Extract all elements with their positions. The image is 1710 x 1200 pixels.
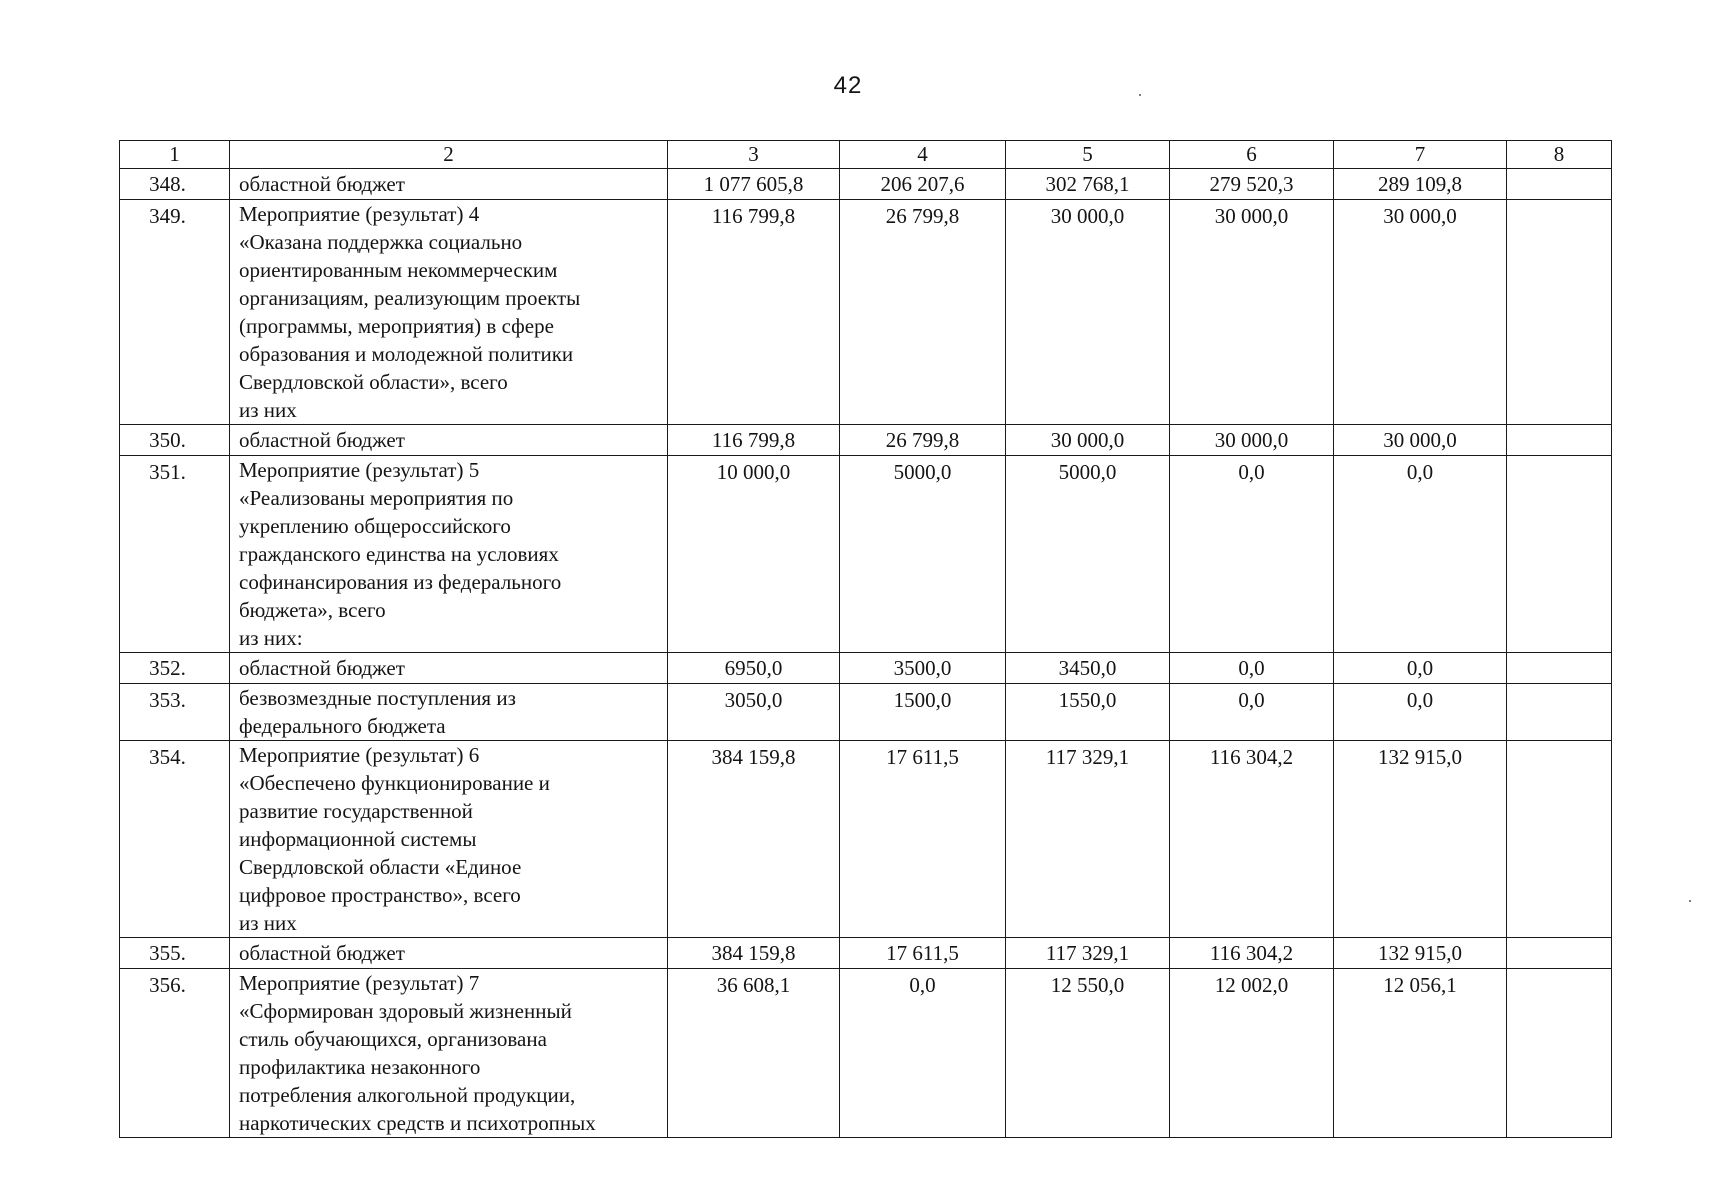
row-description	[230, 741, 668, 938]
value-cell: 116 304,2	[1170, 938, 1334, 969]
table-row	[120, 938, 1612, 969]
description-line: областной бюджет	[239, 428, 405, 452]
value-cell: 302 768,1	[1006, 169, 1170, 200]
column-header: 6	[1170, 141, 1334, 169]
value-cell	[1507, 653, 1612, 684]
value-cell: 206 207,6	[840, 169, 1006, 200]
value-cell: 12 056,1	[1334, 969, 1507, 1138]
description-line: организациям, реализующим проекты	[239, 286, 581, 310]
value-cell: 5000,0	[840, 456, 1006, 653]
description-line: укреплению общероссийского	[239, 514, 511, 538]
column-header: 5	[1006, 141, 1170, 169]
table-row	[120, 456, 1612, 653]
description-line: образования и молодежной политики	[239, 342, 574, 366]
table-row	[120, 653, 1612, 684]
table-row	[120, 741, 1612, 938]
description-line: «Сформирован здоровый жизненный	[239, 999, 572, 1023]
value-cell: 0,0	[1334, 653, 1507, 684]
description-line: профилактика незаконного	[239, 1055, 481, 1079]
value-cell: 384 159,8	[668, 741, 840, 938]
column-header: 8	[1507, 141, 1612, 169]
value-cell	[1507, 969, 1612, 1138]
description-line: цифровое пространство», всего	[239, 883, 521, 907]
row-description	[230, 969, 668, 1138]
description-line: из них:	[239, 626, 303, 650]
value-cell	[1507, 200, 1612, 425]
description-line: областной бюджет	[239, 656, 405, 680]
description-line: областной бюджет	[239, 941, 405, 965]
description-line: из них	[239, 398, 297, 422]
column-header: 3	[668, 141, 840, 169]
value-cell: 5000,0	[1006, 456, 1170, 653]
value-cell: 0,0	[1334, 456, 1507, 653]
scan-speck	[1139, 94, 1141, 96]
row-description	[230, 456, 668, 653]
budget-table	[119, 140, 1612, 1138]
column-header: 7	[1334, 141, 1507, 169]
description-line: безвозмездные поступления из	[239, 686, 516, 710]
description-line: Мероприятие (результат) 5	[239, 458, 480, 482]
value-cell: 17 611,5	[840, 741, 1006, 938]
value-cell: 30 000,0	[1006, 200, 1170, 425]
value-cell: 116 799,8	[668, 425, 840, 456]
value-cell: 3500,0	[840, 653, 1006, 684]
value-cell: 0,0	[1170, 456, 1334, 653]
value-cell: 30 000,0	[1334, 425, 1507, 456]
value-cell	[1507, 741, 1612, 938]
description-line: развитие государственной	[239, 799, 473, 823]
description-line: (программы, мероприятия) в сфере	[239, 314, 554, 338]
description-line: Мероприятие (результат) 7	[239, 971, 480, 995]
value-cell: 1550,0	[1006, 684, 1170, 741]
value-cell: 0,0	[1170, 684, 1334, 741]
description-line: стиль обучающихся, организована	[239, 1027, 547, 1051]
row-number: 355.	[120, 938, 230, 969]
value-cell: 0,0	[1170, 653, 1334, 684]
value-cell: 30 000,0	[1170, 200, 1334, 425]
value-cell: 36 608,1	[668, 969, 840, 1138]
table-row	[120, 169, 1612, 200]
row-description	[230, 169, 668, 200]
value-cell: 12 002,0	[1170, 969, 1334, 1138]
value-cell: 26 799,8	[840, 425, 1006, 456]
value-cell: 3050,0	[668, 684, 840, 741]
value-cell	[1507, 938, 1612, 969]
value-cell: 1 077 605,8	[668, 169, 840, 200]
value-cell	[1507, 456, 1612, 653]
value-cell: 0,0	[840, 969, 1006, 1138]
row-description	[230, 425, 668, 456]
table-row	[120, 200, 1612, 425]
table-row	[120, 684, 1612, 741]
description-line: наркотических средств и психотропных	[239, 1111, 596, 1135]
description-line: информационной системы	[239, 827, 477, 851]
column-header: 2	[230, 141, 668, 169]
row-number: 351.	[120, 456, 230, 653]
row-description	[230, 684, 668, 741]
description-line: «Реализованы мероприятия по	[239, 486, 514, 510]
row-number: 348.	[120, 169, 230, 200]
value-cell: 30 000,0	[1170, 425, 1334, 456]
table-row	[120, 425, 1612, 456]
value-cell: 279 520,3	[1170, 169, 1334, 200]
description-line: «Оказана поддержка социально	[239, 230, 523, 254]
value-cell	[1507, 425, 1612, 456]
value-cell: 3450,0	[1006, 653, 1170, 684]
value-cell: 117 329,1	[1006, 938, 1170, 969]
description-line: федерального бюджета	[239, 714, 446, 738]
description-line: потребления алкогольной продукции,	[239, 1083, 576, 1107]
description-line: Свердловской области «Единое	[239, 855, 522, 879]
row-description	[230, 653, 668, 684]
row-description	[230, 938, 668, 969]
description-line: гражданского единства на условиях	[239, 542, 559, 566]
column-number-row	[120, 141, 1612, 169]
row-description	[230, 200, 668, 425]
description-line: софинансирования из федерального	[239, 570, 562, 594]
value-cell: 384 159,8	[668, 938, 840, 969]
description-line: Мероприятие (результат) 6	[239, 743, 480, 767]
value-cell: 117 329,1	[1006, 741, 1170, 938]
value-cell: 6950,0	[668, 653, 840, 684]
value-cell: 116 304,2	[1170, 741, 1334, 938]
row-number: 353.	[120, 684, 230, 741]
description-line: бюджета», всего	[239, 598, 386, 622]
description-line: Свердловской области», всего	[239, 370, 508, 394]
row-number: 354.	[120, 741, 230, 938]
table-row	[120, 969, 1612, 1138]
value-cell: 1500,0	[840, 684, 1006, 741]
page-number: 42	[833, 72, 863, 99]
value-cell	[1507, 684, 1612, 741]
value-cell: 17 611,5	[840, 938, 1006, 969]
value-cell: 289 109,8	[1334, 169, 1507, 200]
value-cell: 116 799,8	[668, 200, 840, 425]
value-cell: 12 550,0	[1006, 969, 1170, 1138]
value-cell	[1507, 169, 1612, 200]
row-number: 352.	[120, 653, 230, 684]
column-header: 1	[120, 141, 230, 169]
description-line: из них	[239, 911, 297, 935]
value-cell: 30 000,0	[1334, 200, 1507, 425]
column-header: 4	[840, 141, 1006, 169]
row-number: 350.	[120, 425, 230, 456]
row-number: 356.	[120, 969, 230, 1138]
value-cell: 0,0	[1334, 684, 1507, 741]
description-line: областной бюджет	[239, 172, 405, 196]
value-cell: 30 000,0	[1006, 425, 1170, 456]
value-cell: 132 915,0	[1334, 741, 1507, 938]
value-cell: 10 000,0	[668, 456, 840, 653]
value-cell: 132 915,0	[1334, 938, 1507, 969]
description-line: «Обеспечено функционирование и	[239, 771, 550, 795]
row-number: 349.	[120, 200, 230, 425]
description-line: Мероприятие (результат) 4	[239, 202, 480, 226]
description-line: ориентированным некоммерческим	[239, 258, 558, 282]
value-cell: 26 799,8	[840, 200, 1006, 425]
scan-speck	[1689, 900, 1691, 902]
